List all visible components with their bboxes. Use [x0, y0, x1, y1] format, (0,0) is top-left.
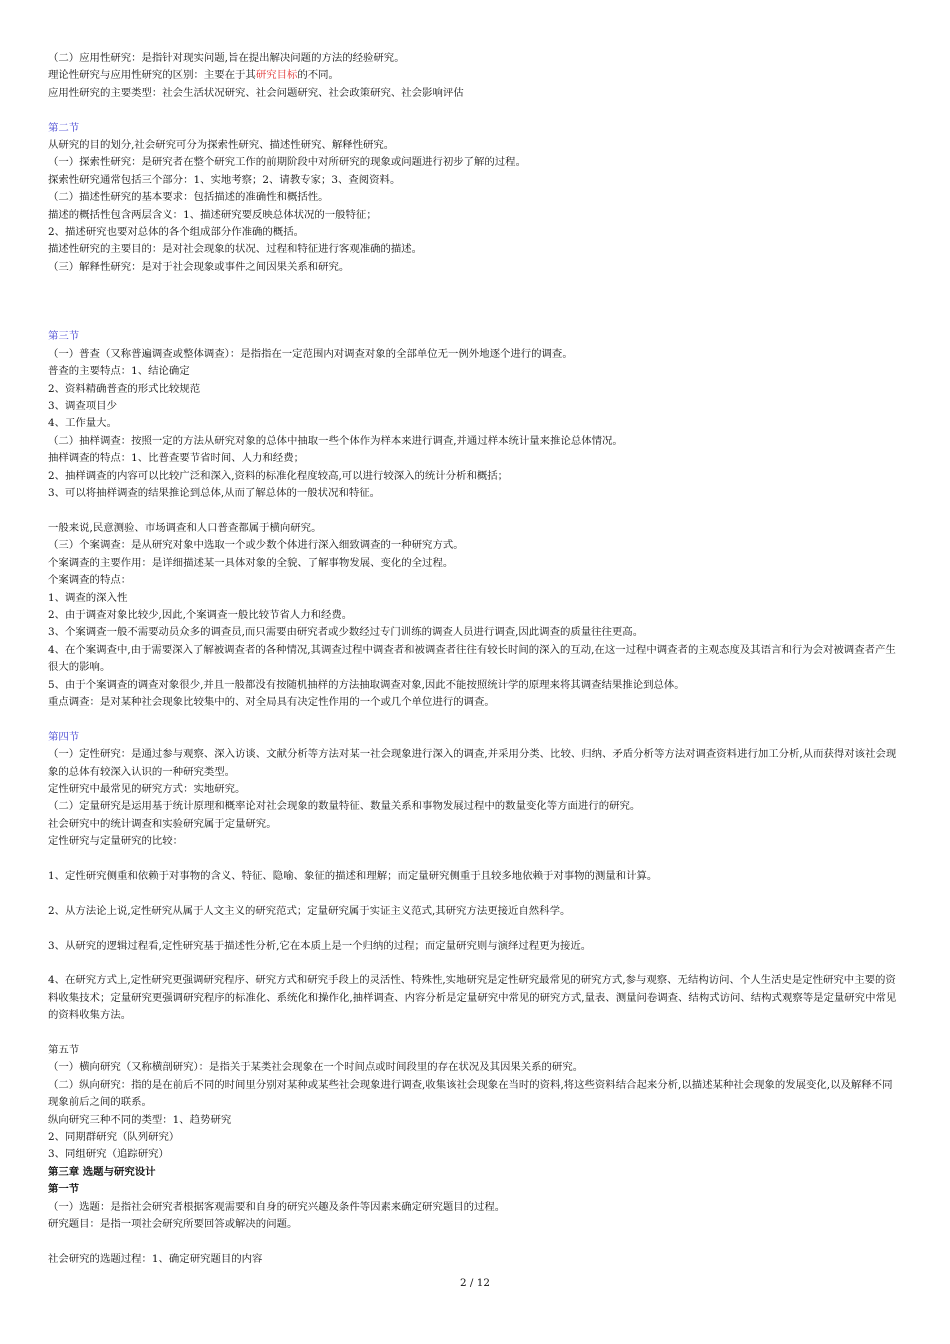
- text-line: 探索性研究通常包括三个部分：1、实地考察；2、请教专家；3、查阅资料。: [48, 173, 401, 186]
- spacer: [48, 311, 902, 328]
- text-line: （一）普查（又称普遍调查或整体调查）：是指指在一定范围内对调查对象的全部单位无一例外地逐个进行的调查。: [48, 347, 573, 360]
- text-line: 1、调查的深入性: [48, 591, 128, 604]
- text-line: （一）横向研究（又称横剖研究）：是指关于某类社会现象在一个时间点或时间段里的存在状况及其因果关系的研究。: [48, 1061, 584, 1074]
- text-line: （一）探索性研究：是研究者在整个研究工作的前期阶段中对所研究的现象或问题进行初步了解的过程。: [48, 156, 526, 169]
- chapter-title: 第三章 选题与研究设计: [48, 1165, 156, 1178]
- comparison-item: 2、从方法论上说,定性研究从属于人文主义的研究范式；定量研究属于实证主义范式,其研究方法更接近自然科学。: [48, 904, 571, 917]
- text-line: 普查的主要特点：1、结论确定: [48, 365, 190, 378]
- text-line: 个案调查的主要作用：是详细描述某一具体对象的全貌、了解事物发展、变化的全过程。: [48, 556, 454, 569]
- spacer: [48, 503, 902, 520]
- text-line: 一般来说,民意测验、市场调查和人口普查都属于横向研究。: [48, 521, 322, 534]
- text-line: 2、资料精确普查的形式比较规范: [48, 382, 201, 395]
- text-line: 2、描述研究也要对总体的各个组成部分作准确的概括。: [48, 226, 304, 239]
- spacer: [48, 294, 902, 311]
- text-line: 重点调查：是对某种社会现象比较集中的、对全局具有决定性作用的一个或几个单位进行的调查。: [48, 695, 495, 708]
- text-line: 定性研究与定量研究的比较：: [48, 835, 184, 848]
- text-line: 纵向研究三种不同的类型：1、趋势研究: [48, 1113, 232, 1126]
- text-line: [48, 67, 902, 84]
- spacer: [48, 851, 902, 868]
- page-number: 2 / 12: [460, 1277, 490, 1289]
- comparison-item: 4、在研究方式上,定性研究更强调研究程序、研究方式和研究手段上的灵活性、特殊性,实地研究是定性研究最常见的研究方式,参与观察、无结构访问、个人生活史是定性研究中主要的资料收集技术；定量研究更强调研究程序的标准化、系统化和操作化,抽样调查、内容分析是定量研究中常见的研究方式,量表、测量问卷调查、结构式访问、结构式观察等是定量研究中常见的资料收集方法。: [48, 974, 897, 1022]
- text-line: （三）个案调查：是从研究对象中选取一个或少数个体进行深入细致调查的一种研究方式。: [48, 539, 464, 552]
- text-span: 理论性研究与应用性研究的区别：主要在于其: [48, 69, 256, 82]
- spacer: [48, 711, 902, 728]
- spacer: [48, 955, 902, 972]
- text-line: 抽样调查的特点：1、比普查要节省时间、人力和经费；: [48, 452, 304, 465]
- spacer: [48, 920, 902, 937]
- text-line: （二）抽样调查：按照一定的方法从研究对象的总体中抽取一些个体作为样本来进行调查,并通过样本统计量来推论总体情况。: [48, 434, 623, 447]
- text-line: 3、可以将抽样调查的结果推论到总体,从而了解总体的一般状况和特征。: [48, 487, 381, 500]
- spacer: [48, 885, 902, 902]
- text-line: 从研究的目的划分,社会研究可分为探索性研究、描述性研究、解释性研究。: [48, 139, 395, 152]
- text-line: 研究题目：是指一项社会研究所要回答或解决的问题。: [48, 1218, 298, 1231]
- section-heading: 第一节: [48, 1183, 80, 1196]
- spacer: [48, 1025, 902, 1042]
- text-line: 个案调查的特点：: [48, 574, 132, 587]
- text-line: 应用性研究的主要类型：社会生活状况研究、社会问题研究、社会政策研究、社会影响评估: [48, 86, 464, 99]
- spacer: [48, 102, 902, 119]
- section-heading: 第三节: [48, 330, 80, 343]
- text-line: 社会研究中的统计调查和实验研究属于定量研究。: [48, 817, 277, 830]
- text-line: （一）选题：是指社会研究者根据客观需要和自身的研究兴趣及条件等因素来确定研究题目的过程。: [48, 1200, 506, 1213]
- text-line: 描述的概括性包含两层含义：1、描述研究要反映总体状况的一般特征；: [48, 208, 377, 221]
- text-line: （二）描述性研究的基本要求：包括描述的准确性和概括性。: [48, 191, 329, 204]
- section-heading: 第二节: [48, 121, 80, 134]
- text-line: 2、抽样调查的内容可以比较广泛和深入,资料的标准化程度较高,可以进行较深入的统计分析和概括；: [48, 469, 509, 482]
- text-span: 的不同。: [297, 69, 339, 82]
- section-heading: 第五节: [48, 1043, 80, 1056]
- text-line: 5、由于个案调查的调查对象很少,并且一般都没有按随机抽样的方法抽取调查对象,因此不能按照统计学的原理来将其调查结果推论到总体。: [48, 678, 685, 691]
- text-line: （二）应用性研究：是指针对现实问题,旨在提出解决问题的方法的经验研究。: [48, 52, 405, 64]
- spacer: [48, 276, 902, 293]
- comparison-item: 1、定性研究侧重和依赖于对事物的含义、特征、隐喻、象征的描述和理解；而定量研究侧重于且较多地依赖于对事物的测量和计算。: [48, 869, 658, 882]
- text-line: 3、个案调查一般不需要动员众多的调查员,而只需要由研究者或少数经过专门训练的调查人员进行调查,因此调查的质量往往更高。: [48, 626, 644, 639]
- highlighted-term: 研究目标: [255, 69, 298, 82]
- section-heading: 第四节: [48, 730, 80, 743]
- text-line: 3、同组研究（追踪研究）: [48, 1148, 169, 1161]
- text-line: （三）解释性研究：是对于社会现象或事件之间因果关系和研究。: [48, 260, 350, 273]
- comparison-item: 3、从研究的逻辑过程看,定性研究基于描述性分析,它在本质上是一个归纳的过程；而定量研究则与演绎过程更为接近。: [48, 939, 592, 952]
- text-line: （一）定性研究：是通过参与观察、深入访谈、文献分析等方法对某一社会现象进行深入的调查,并采用分类、比较、归纳、矛盾分析等方法对调查资料进行加工分析,从而获得对该社会现象的总体有较深入认识的一种研究类型。: [48, 748, 897, 778]
- text-line: 3、调查项目少: [48, 400, 117, 413]
- text-line: 4、工作量大。: [48, 417, 117, 430]
- text-line: （二）定量研究是运用基于统计原理和概率论对社会现象的数量特征、数量关系和事物发展过程中的数量变化等方面进行的研究。: [48, 800, 641, 813]
- text-line: 2、由于调查对象比较少,因此,个案调查一般比较节省人力和经费。: [48, 608, 353, 621]
- text-line: 2、同期群研究（队列研究）: [48, 1131, 180, 1144]
- spacer: [48, 1233, 902, 1250]
- text-line: （二）纵向研究：指的是在前后不同的时间里分别对某种或某些社会现象进行调查,收集该社会现象在当时的资料,将这些资料结合起来分析,以描述某种社会现象的发展变化,以及解释不同现象前后之间的联系。: [48, 1078, 893, 1109]
- text-line: 社会研究的选题过程：1、确定研究题目的内容: [48, 1252, 263, 1265]
- text-line: 定性研究中最常见的研究方式：实地研究。: [48, 782, 246, 795]
- text-line: 4、在个案调查中,由于需要深入了解被调查者的各种情况,其调查过程中调查者和被调查者往往有较长时间的深入的互动,在这一过程中调查者的主观态度及其语言和行为会对被调查者产生很大的影响。: [48, 643, 896, 674]
- text-line: 描述性研究的主要目的：是对社会现象的状况、过程和特征进行客观准确的描述。: [48, 243, 423, 256]
